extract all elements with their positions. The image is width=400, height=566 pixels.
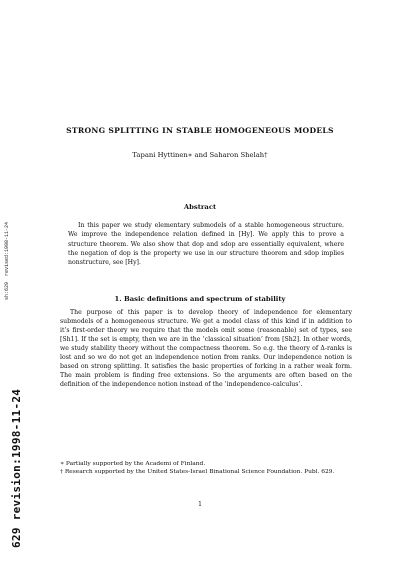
footnote-2: † Research supported by the United States-Israel Binational Science Foundation. Publ. 629.: [60, 469, 335, 476]
arxiv-side-stamp: [0, 0, 34, 566]
paper-authors: Tapani Hyttinen∗ and Saharon Shelah†: [132, 151, 268, 159]
abstract-text: In this paper we study elementary submodels of a stable homogeneous structure. We improve the independence relation defined in [Hy]. We apply this to prove a structure theorem. We also show that dop and sdop are essentially equivalent, where the negation of dop is the property we use in our structure theorem and sdop implies nonstructure, see [Hy].: [68, 222, 344, 267]
section-heading: 1. Basic definitions and spectrum of stability: [114, 295, 286, 303]
footnote-1: ∗ Partially supported by the Academi of Finland.: [60, 461, 206, 467]
side-stamp-small-date: revised:1998-11-24: [4, 221, 10, 276]
side-stamp-revision: 629 revision:1998-11-24: [10, 388, 23, 548]
footnotes: [60, 460, 352, 476]
section-text: The purpose of this paper is to develop theory of independence for elementary submodels of a homogeneous structure. We get a model class of this kind if in addition to it’s first-order theory we require that the models omit some (reasonable) set of types, see [Sh1]. If the set is empty, then we are in the ’classical situation’ from [Sh2]. In other words, we study stability theory without the compactness theorem. So e.g. the theory of Δ-ranks is lost and so we do not get an independence notion from ranks. Our independence notion is based on strong splitting. It satisfies the basic properties of forking in a rather weak form. The main problem is finding free extensions. So the arguments are often based on the definition of the independence notion instead of the ’independence-calculus’.: [60, 309, 352, 388]
abstract-heading: Abstract: [183, 203, 217, 211]
page-number: 1: [198, 501, 202, 508]
paper-title: STRONG SPLITTING IN STABLE HOMOGENEOUS MODELS: [66, 126, 334, 135]
side-stamp-small-id: sh:629: [4, 281, 10, 300]
side-stamp-small: [4, 222, 10, 300]
